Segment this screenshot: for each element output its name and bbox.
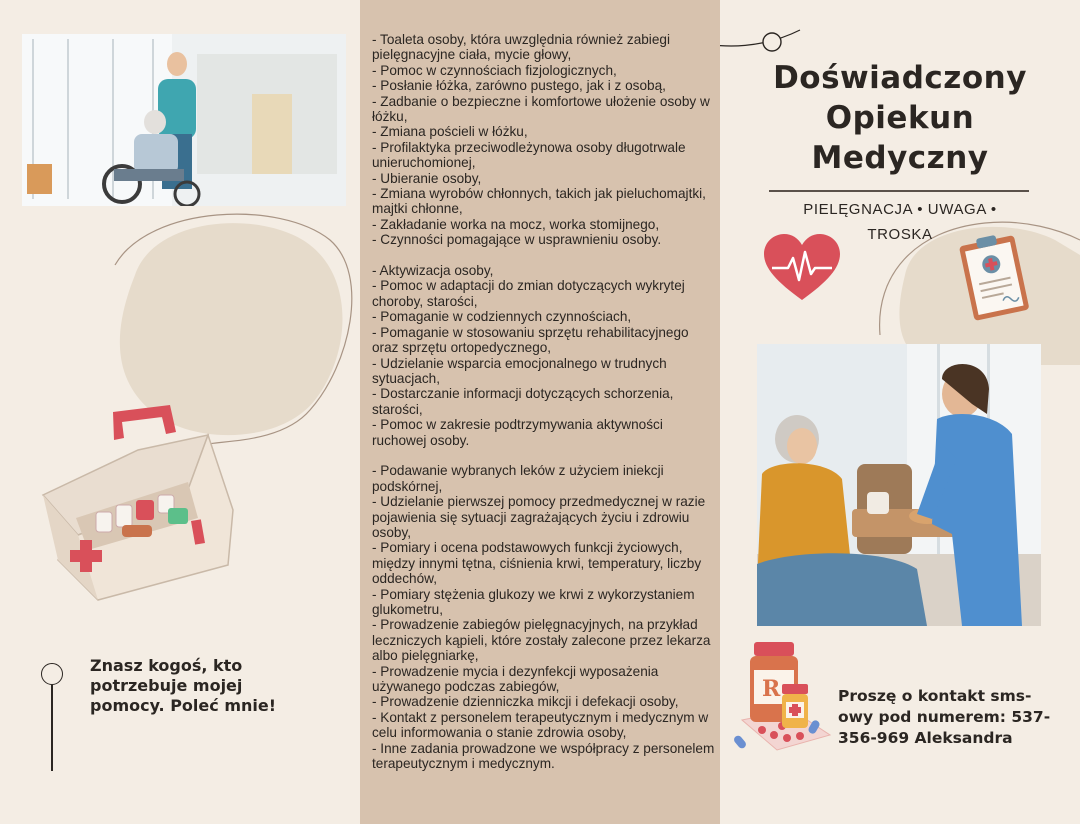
tagline-line-2: TROSKA [867,226,933,243]
page-title [750,58,1050,178]
service-item: - Prowadzenie dzienniczka mikcji i defekacji osoby, [372,694,679,710]
cta-line-3: pomocy. Poleć mnie! [90,696,277,715]
service-item: - Udzielanie wsparcia emocjonalnego w trudnych sytuacjach, [372,355,667,386]
service-item: - Ubieranie osoby, [372,170,482,186]
left-panel [0,0,360,824]
title-line-1: Doświadczony [773,60,1027,96]
title-line-2: Opiekun [825,100,975,136]
caregiver-serving-tray-photo [757,344,1041,626]
caregiver-wheelchair-photo [22,34,346,206]
title-line-3: Medyczny [811,140,989,176]
right-panel [720,0,1080,824]
service-item: - Udzielanie pierwszej pomocy przedmedycznej w razie pojawienia się sytuacji zagrażających życiu i zdrowiu osoby, [372,494,706,540]
referral-call-to-action [90,656,300,716]
prescription-pills-icon [732,640,832,755]
cta-line-2: potrzebuje mojej [90,676,243,695]
service-item: - Aktywizacja osoby, [372,263,494,279]
service-item: - Podawanie wybranych leków z użyciem iniekcji podskórnej, [372,463,664,494]
service-item: - Toaleta osoby, która uwzględnia również zabiegi pielęgnacyjne ciała, mycie głowy, [372,32,670,63]
tagline-line-1: PIELĘGNACJA • UWAGA • [803,201,997,218]
first-aid-kit-icon [38,400,243,605]
service-item: - Pomiary i ocena podstawowych funkcji życiowych, między innymi tętna, ciśnienia krwi, temperatury, liczby oddechów, [372,540,702,587]
service-item: - Dostarczanie informacji dotyczących schorzenia, starości, [372,386,674,417]
service-item: - Pomiary stężenia glukozy we krwi z wykorzystaniem glukometru, [372,586,695,617]
medical-clipboard-icon [958,232,1030,322]
contact-line-2: owy pod numerem: 537- [838,708,1051,726]
service-item: - Zakładanie worka na mocz, worka stomijnego, [372,216,660,232]
contact-line-3: 356-969 Aleksandra [838,729,1013,747]
service-item: - Pomaganie w stosowaniu sprzętu rehabilitacyjnego oraz sprzętu ortopedycznego, [372,324,689,356]
service-item: - Pomoc w adaptacji do zmian dotyczących wykrytej choroby, starości, [372,278,685,309]
contact-info [838,686,1053,749]
service-item: - Prowadzenie mycia i dezynfekcji wyposażenia używanego podczas zabiegów, [372,663,659,695]
services-group-medical [372,463,717,771]
service-item: - Prowadzenie zabiegów pielęgnacyjnych, na przykład leczniczych kąpieli, które zostały zalecone przez lekarza albo pielęgniarkę, [372,617,711,664]
heart-rate-icon [762,234,842,304]
service-item: - Czynności pomagające w usprawnieniu osoby. [372,232,662,248]
service-item: - Inne zadania prowadzone we współpracy z personelem terapeutycznym i medycznym. [372,740,715,772]
service-item: - Zmiana wyrobów chłonnych, takich jak pieluchomajtki, majtki chłonne, [372,186,706,217]
service-item: - Pomoc w zakresie podtrzymywania aktywności ruchowej osoby. [372,417,663,448]
service-item: - Zadbanie o bezpieczne i komfortowe ułożenie osoby w łóżku, [372,93,710,125]
service-item: - Kontakt z personelem terapeutycznym i medycznym w celu informowania o stanie zdrowia osoby, [372,709,709,741]
list-gap [372,248,717,263]
contact-line-1: Proszę o kontakt sms- [838,687,1032,705]
services-list [372,32,717,771]
decorative-line [51,685,53,771]
services-group-support [372,263,717,448]
service-item: - Pomoc w czynnościach fizjologicznych, [372,62,617,78]
decorative-circle [41,663,63,685]
service-item: - Profilaktyka przeciwodleżynowa osoby długotrwale unieruchomionej, [372,139,686,171]
service-item: - Zmiana pościeli w łóżku, [372,124,528,140]
cta-line-1: Znasz kogoś, kto [90,656,243,675]
svg-text:R: R [762,676,781,702]
list-gap [372,448,717,463]
service-item: - Posłanie łóżka, zarówno pustego, jak i z osobą, [372,78,666,94]
services-group-personal-care [372,32,717,248]
middle-panel [360,0,720,824]
service-item: - Pomaganie w codziennych czynnościach, [372,309,632,325]
title-divider [769,190,1029,192]
